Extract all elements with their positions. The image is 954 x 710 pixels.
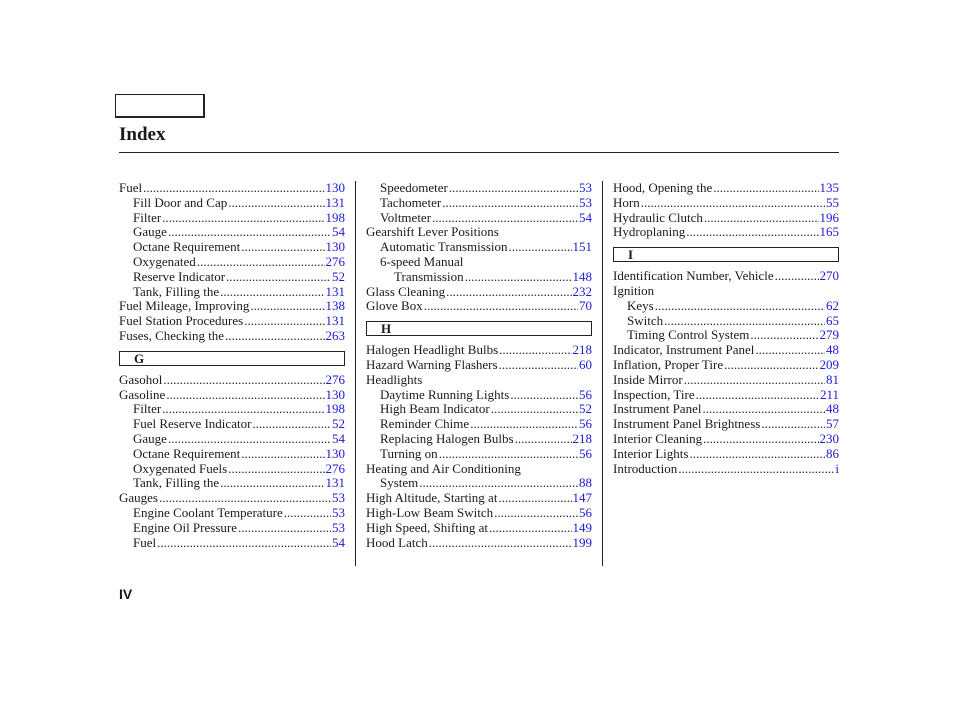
dot-leader — [168, 432, 331, 447]
dot-leader — [220, 476, 324, 491]
index-entry[interactable] — [366, 240, 592, 255]
index-entry-label: Voltmeter — [380, 209, 432, 225]
page-reference-link[interactable]: 131 — [325, 283, 345, 299]
dot-leader — [284, 506, 331, 521]
index-entry-label: Gasohol — [119, 371, 163, 387]
dot-leader — [432, 211, 578, 226]
page-reference-link[interactable]: 81 — [826, 371, 839, 387]
index-entry-label: Octane Requirement — [133, 239, 241, 255]
index-entry[interactable] — [119, 506, 345, 521]
index-entry-label: Gauges — [119, 490, 158, 506]
page-reference-link[interactable]: 53 — [332, 490, 345, 506]
index-entry-label: Instrument Panel — [613, 401, 702, 417]
page-reference-link[interactable]: 232 — [572, 283, 592, 299]
index-entry[interactable] — [119, 388, 345, 403]
index-entry-label: Tachometer — [380, 194, 442, 210]
dot-leader — [157, 536, 331, 551]
index-entry[interactable] — [119, 255, 345, 270]
dot-leader — [684, 373, 825, 388]
page-reference-link[interactable]: 218 — [572, 342, 592, 358]
page-reference-link[interactable]: 196 — [819, 209, 839, 225]
dot-leader — [775, 269, 819, 284]
page-reference-link[interactable]: 48 — [826, 342, 839, 358]
index-entry[interactable] — [613, 211, 839, 226]
index-entry[interactable] — [366, 211, 592, 226]
dot-leader — [641, 196, 825, 211]
index-entry-label: Hazard Warning Flashers — [366, 356, 498, 372]
index-entry[interactable] — [119, 225, 345, 240]
dot-leader — [197, 255, 325, 270]
dot-leader — [163, 373, 324, 388]
section-letter-header: H — [366, 321, 592, 336]
index-entry — [366, 373, 592, 388]
dot-leader — [686, 225, 818, 240]
page-reference-link[interactable]: 130 — [325, 386, 345, 402]
page-reference-link[interactable]: 70 — [579, 298, 592, 314]
index-entry-label: Oxygenated — [133, 253, 196, 269]
index-entry[interactable] — [119, 373, 345, 388]
page-reference-link[interactable]: 88 — [579, 475, 592, 491]
dot-leader — [509, 240, 572, 255]
index-entry-label: Reminder Chime — [380, 416, 470, 432]
page-reference-link[interactable]: 209 — [819, 356, 839, 372]
dot-leader — [678, 462, 834, 477]
index-entry-label: Introduction — [613, 460, 678, 476]
index-entry[interactable] — [613, 373, 839, 388]
dot-leader — [166, 388, 324, 403]
index-entry-label: Hood, Opening the — [613, 180, 713, 195]
index-entry-label: Engine Coolant Temperature — [133, 504, 283, 520]
page-reference-link[interactable]: 276 — [325, 371, 345, 387]
index-entry-label: Tank, Filling the — [133, 283, 220, 299]
index-entry-label: Inspection, Tire — [613, 386, 695, 402]
column-divider — [355, 181, 356, 566]
page-reference-link[interactable]: 56 — [579, 504, 592, 520]
dot-leader — [449, 181, 578, 196]
index-entry[interactable] — [613, 388, 839, 403]
index-entry[interactable] — [613, 299, 839, 314]
index-entry — [366, 462, 592, 477]
index-entry-label: Reserve Indicator — [133, 268, 226, 284]
index-entry-label: Gasoline — [119, 386, 166, 402]
page-reference-link[interactable]: 60 — [579, 356, 592, 372]
index-entry-label: Fuel — [133, 534, 157, 550]
dot-leader — [241, 240, 324, 255]
index-entry-label: Fuel Reserve Indicator — [133, 416, 252, 432]
index-entry[interactable] — [613, 269, 839, 284]
page-reference-link[interactable]: 147 — [572, 490, 592, 506]
index-entry[interactable] — [366, 285, 592, 300]
dot-leader — [429, 536, 572, 551]
index-entry-label: Gauge — [133, 430, 167, 446]
index-entry-label: High Speed, Shifting at — [366, 519, 489, 535]
index-entry-label: Automatic Transmission — [380, 239, 508, 255]
page-reference-link[interactable]: 53 — [579, 180, 592, 195]
dot-leader — [446, 285, 571, 300]
index-entry[interactable] — [366, 521, 592, 536]
page-reference-link[interactable]: 130 — [325, 239, 345, 255]
page-reference-link[interactable]: 198 — [325, 209, 345, 225]
page-reference-link[interactable]: 211 — [819, 386, 839, 402]
index-entry[interactable] — [119, 329, 345, 344]
index-entry-label: Replacing Halogen Bulbs — [380, 430, 514, 446]
page-reference-link[interactable]: 56 — [579, 416, 592, 432]
index-entry[interactable] — [119, 181, 345, 196]
title-rule — [119, 152, 839, 153]
page-reference-link[interactable]: 52 — [579, 401, 592, 417]
page-reference-link[interactable]: 131 — [325, 475, 345, 491]
page-reference-link[interactable]: 54 — [332, 430, 345, 446]
index-entry[interactable] — [613, 343, 839, 358]
index-entry-label: Horn — [613, 194, 640, 210]
index-entry[interactable] — [119, 196, 345, 211]
index-entry-label: System — [380, 475, 419, 491]
page-reference-link[interactable]: 48 — [826, 401, 839, 417]
index-entry-label: Gearshift Lever Positions — [366, 224, 499, 240]
index-entry[interactable] — [119, 491, 345, 506]
page-reference-link[interactable]: 57 — [826, 416, 839, 432]
index-column-1 — [119, 181, 345, 550]
dot-leader — [228, 462, 324, 477]
section-letter-header: I — [613, 247, 839, 262]
dot-leader — [143, 181, 324, 196]
index-entry[interactable] — [366, 196, 592, 211]
index-entry-label: Hydraulic Clutch — [613, 209, 703, 225]
dot-leader — [713, 181, 818, 196]
index-entry[interactable] — [613, 417, 839, 432]
index-entry[interactable] — [366, 506, 592, 521]
index-entry[interactable] — [119, 521, 345, 536]
dot-leader — [442, 196, 578, 211]
index-column-3 — [613, 181, 839, 476]
page-reference-link[interactable]: 52 — [332, 416, 345, 432]
dot-leader — [703, 432, 818, 447]
page-reference-link[interactable]: 263 — [325, 327, 345, 343]
dot-leader — [250, 299, 324, 314]
dot-leader — [424, 299, 578, 314]
page-reference-link[interactable]: 138 — [325, 298, 345, 314]
page-reference-link[interactable]: 56 — [579, 445, 592, 461]
index-entry[interactable] — [366, 447, 592, 462]
index-entry-label: Oxygenated Fuels — [133, 460, 228, 476]
page-reference-link[interactable]: 276 — [325, 253, 345, 269]
index-entry-label: Fuel Mileage, Improving — [119, 298, 250, 314]
page-reference-link[interactable]: 151 — [572, 239, 592, 255]
index-entry-label: High-Low Beam Switch — [366, 504, 494, 520]
index-entry-label: Octane Requirement — [133, 445, 241, 461]
dot-leader — [244, 314, 324, 329]
page-reference-link[interactable]: i — [835, 460, 839, 476]
dot-leader — [252, 417, 331, 432]
index-entry[interactable] — [119, 314, 345, 329]
index-entry-label: Glass Cleaning — [366, 283, 446, 299]
page-reference-link[interactable]: 65 — [826, 312, 839, 328]
page-reference-link[interactable]: 135 — [819, 180, 839, 195]
index-entry-label: Indicator, Instrument Panel — [613, 342, 755, 358]
index-entry[interactable] — [366, 491, 592, 506]
index-entry[interactable] — [613, 181, 839, 196]
dot-leader — [470, 417, 578, 432]
index-entry-label: Hood Latch — [366, 534, 428, 550]
page-reference-link[interactable]: 53 — [332, 519, 345, 535]
dot-leader — [491, 402, 578, 417]
page-reference-link[interactable]: 55 — [826, 194, 839, 210]
dot-leader — [225, 329, 324, 344]
dot-leader — [499, 343, 571, 358]
index-entry-label: Fill Door and Cap — [133, 194, 228, 210]
index-entry-label: Interior Cleaning — [613, 430, 703, 446]
dot-leader — [226, 270, 331, 285]
index-entry[interactable] — [366, 270, 592, 285]
index-entry-label: Timing Control System — [627, 327, 750, 343]
page-reference-link[interactable]: 148 — [572, 268, 592, 284]
index-entry-label: Headlights — [366, 371, 423, 387]
index-entry-label: Turning on — [380, 445, 438, 461]
index-entry[interactable] — [613, 328, 839, 343]
index-entry[interactable] — [366, 299, 592, 314]
dot-leader — [498, 491, 571, 506]
index-entry-label: Keys — [627, 297, 654, 313]
index-entry[interactable] — [613, 402, 839, 417]
index-entry-label: Engine Oil Pressure — [133, 519, 237, 535]
index-entry[interactable] — [366, 388, 592, 403]
index-entry-label: Instrument Panel Brightness — [613, 416, 761, 432]
index-entry-label: Hydroplaning — [613, 224, 686, 240]
page-reference-link[interactable]: 56 — [579, 386, 592, 402]
index-entry[interactable] — [119, 285, 345, 300]
page-reference-link[interactable]: 86 — [826, 445, 839, 461]
index-entry-label: Fuses, Checking the — [119, 327, 225, 343]
dot-leader — [696, 388, 819, 403]
index-entry[interactable] — [119, 432, 345, 447]
index-entry-label: Ignition — [613, 282, 655, 298]
index-entry-label: 6-speed Manual — [380, 253, 464, 269]
index-entry[interactable] — [366, 343, 592, 358]
dot-leader — [168, 225, 331, 240]
index-entry-label: Filter — [133, 401, 162, 417]
page-reference-link[interactable]: 276 — [325, 460, 345, 476]
index-entry — [366, 225, 592, 240]
dot-leader — [241, 447, 324, 462]
page-reference-link[interactable]: 130 — [325, 445, 345, 461]
page-reference-link[interactable]: 54 — [332, 224, 345, 240]
index-entry[interactable] — [366, 476, 592, 491]
index-column-2 — [366, 181, 592, 550]
index-entry-label: Fuel Station Procedures — [119, 313, 244, 329]
index-entry[interactable] — [366, 402, 592, 417]
index-entry-label: Halogen Headlight Bulbs — [366, 342, 499, 358]
index-entry-label: Gauge — [133, 224, 167, 240]
dot-leader — [159, 491, 331, 506]
dot-leader — [489, 521, 571, 536]
index-entry-label: Inside Mirror — [613, 371, 683, 387]
index-entry-label: Fuel — [119, 180, 143, 195]
index-entry-label: Heating and Air Conditioning — [366, 460, 521, 476]
dot-leader — [238, 521, 331, 536]
page-reference-link[interactable]: 149 — [572, 519, 592, 535]
page-reference-link[interactable]: 165 — [819, 224, 839, 240]
index-entry[interactable] — [366, 432, 592, 447]
index-entry[interactable] — [119, 476, 345, 491]
dot-leader — [228, 196, 324, 211]
page-title: Index — [119, 124, 166, 145]
index-entry-label: Inflation, Proper Tire — [613, 356, 724, 372]
index-entry[interactable] — [119, 299, 345, 314]
page-reference-link[interactable]: 218 — [572, 430, 592, 446]
index-entry[interactable] — [119, 211, 345, 226]
page-reference-link[interactable]: 54 — [332, 534, 345, 550]
page-reference-link[interactable]: 198 — [325, 401, 345, 417]
index-entry[interactable] — [119, 462, 345, 477]
dot-leader — [704, 211, 819, 226]
index-entry[interactable] — [613, 314, 839, 329]
dot-leader — [162, 402, 324, 417]
dot-leader — [419, 476, 578, 491]
dot-leader — [499, 358, 578, 373]
dot-leader — [702, 402, 825, 417]
column-divider — [602, 181, 603, 566]
page-reference-link[interactable]: 131 — [325, 194, 345, 210]
dot-leader — [162, 211, 324, 226]
index-entry — [613, 284, 839, 299]
dot-leader — [655, 299, 825, 314]
page-reference-link[interactable]: 54 — [579, 209, 592, 225]
index-entry-label: Tank, Filling the — [133, 475, 220, 491]
index-entry[interactable] — [366, 181, 592, 196]
index-entry-label: Speedometer — [380, 180, 448, 195]
dot-leader — [515, 432, 572, 447]
dot-leader — [510, 388, 578, 403]
dot-leader — [494, 506, 578, 521]
index-entry[interactable] — [119, 270, 345, 285]
index-tab-box — [115, 94, 205, 118]
page-reference-link[interactable]: 53 — [332, 504, 345, 520]
index-entry-label: Switch — [627, 312, 664, 328]
index-entry[interactable] — [366, 417, 592, 432]
index-entry-label: Identification Number, Vehicle — [613, 268, 774, 284]
index-entry — [366, 255, 592, 270]
index-entry-label: Interior Lights — [613, 445, 689, 461]
index-entry-label: Filter — [133, 209, 162, 225]
dot-leader — [755, 343, 825, 358]
dot-leader — [724, 358, 818, 373]
page-reference-link[interactable]: 199 — [572, 534, 592, 550]
dot-leader — [220, 285, 324, 300]
index-entry[interactable] — [613, 358, 839, 373]
index-entry-label: Transmission — [394, 268, 464, 284]
index-entry[interactable] — [119, 447, 345, 462]
page-reference-link[interactable]: 52 — [332, 268, 345, 284]
section-letter-header: G — [119, 351, 345, 366]
index-entry-label: High Beam Indicator — [380, 401, 490, 417]
index-entry[interactable] — [613, 225, 839, 240]
dot-leader — [664, 314, 825, 329]
dot-leader — [761, 417, 825, 432]
index-entry[interactable] — [613, 432, 839, 447]
index-entry-label: Daytime Running Lights — [380, 386, 510, 402]
index-entry[interactable] — [119, 402, 345, 417]
page-reference-link[interactable]: 131 — [325, 313, 345, 329]
index-entry-label: High Altitude, Starting at — [366, 490, 498, 506]
page-number: IV — [119, 586, 133, 602]
index-entry[interactable] — [119, 417, 345, 432]
dot-leader — [465, 270, 572, 285]
page-reference-link[interactable]: 53 — [579, 194, 592, 210]
dot-leader — [689, 447, 825, 462]
index-entry[interactable] — [119, 536, 345, 551]
page-reference-link[interactable]: 270 — [819, 268, 839, 284]
dot-leader — [750, 328, 818, 343]
dot-leader — [439, 447, 578, 462]
index-entry[interactable] — [366, 358, 592, 373]
index-entry-label: Glove Box — [366, 298, 423, 314]
index-entry[interactable] — [613, 462, 839, 477]
index-entry[interactable] — [366, 536, 592, 551]
index-entry[interactable] — [119, 240, 345, 255]
index-entry[interactable] — [613, 196, 839, 211]
page-reference-link[interactable]: 230 — [819, 430, 839, 446]
page-reference-link[interactable]: 62 — [826, 297, 839, 313]
page-reference-link[interactable]: 130 — [325, 180, 345, 195]
index-entry[interactable] — [613, 447, 839, 462]
page-reference-link[interactable]: 279 — [819, 327, 839, 343]
